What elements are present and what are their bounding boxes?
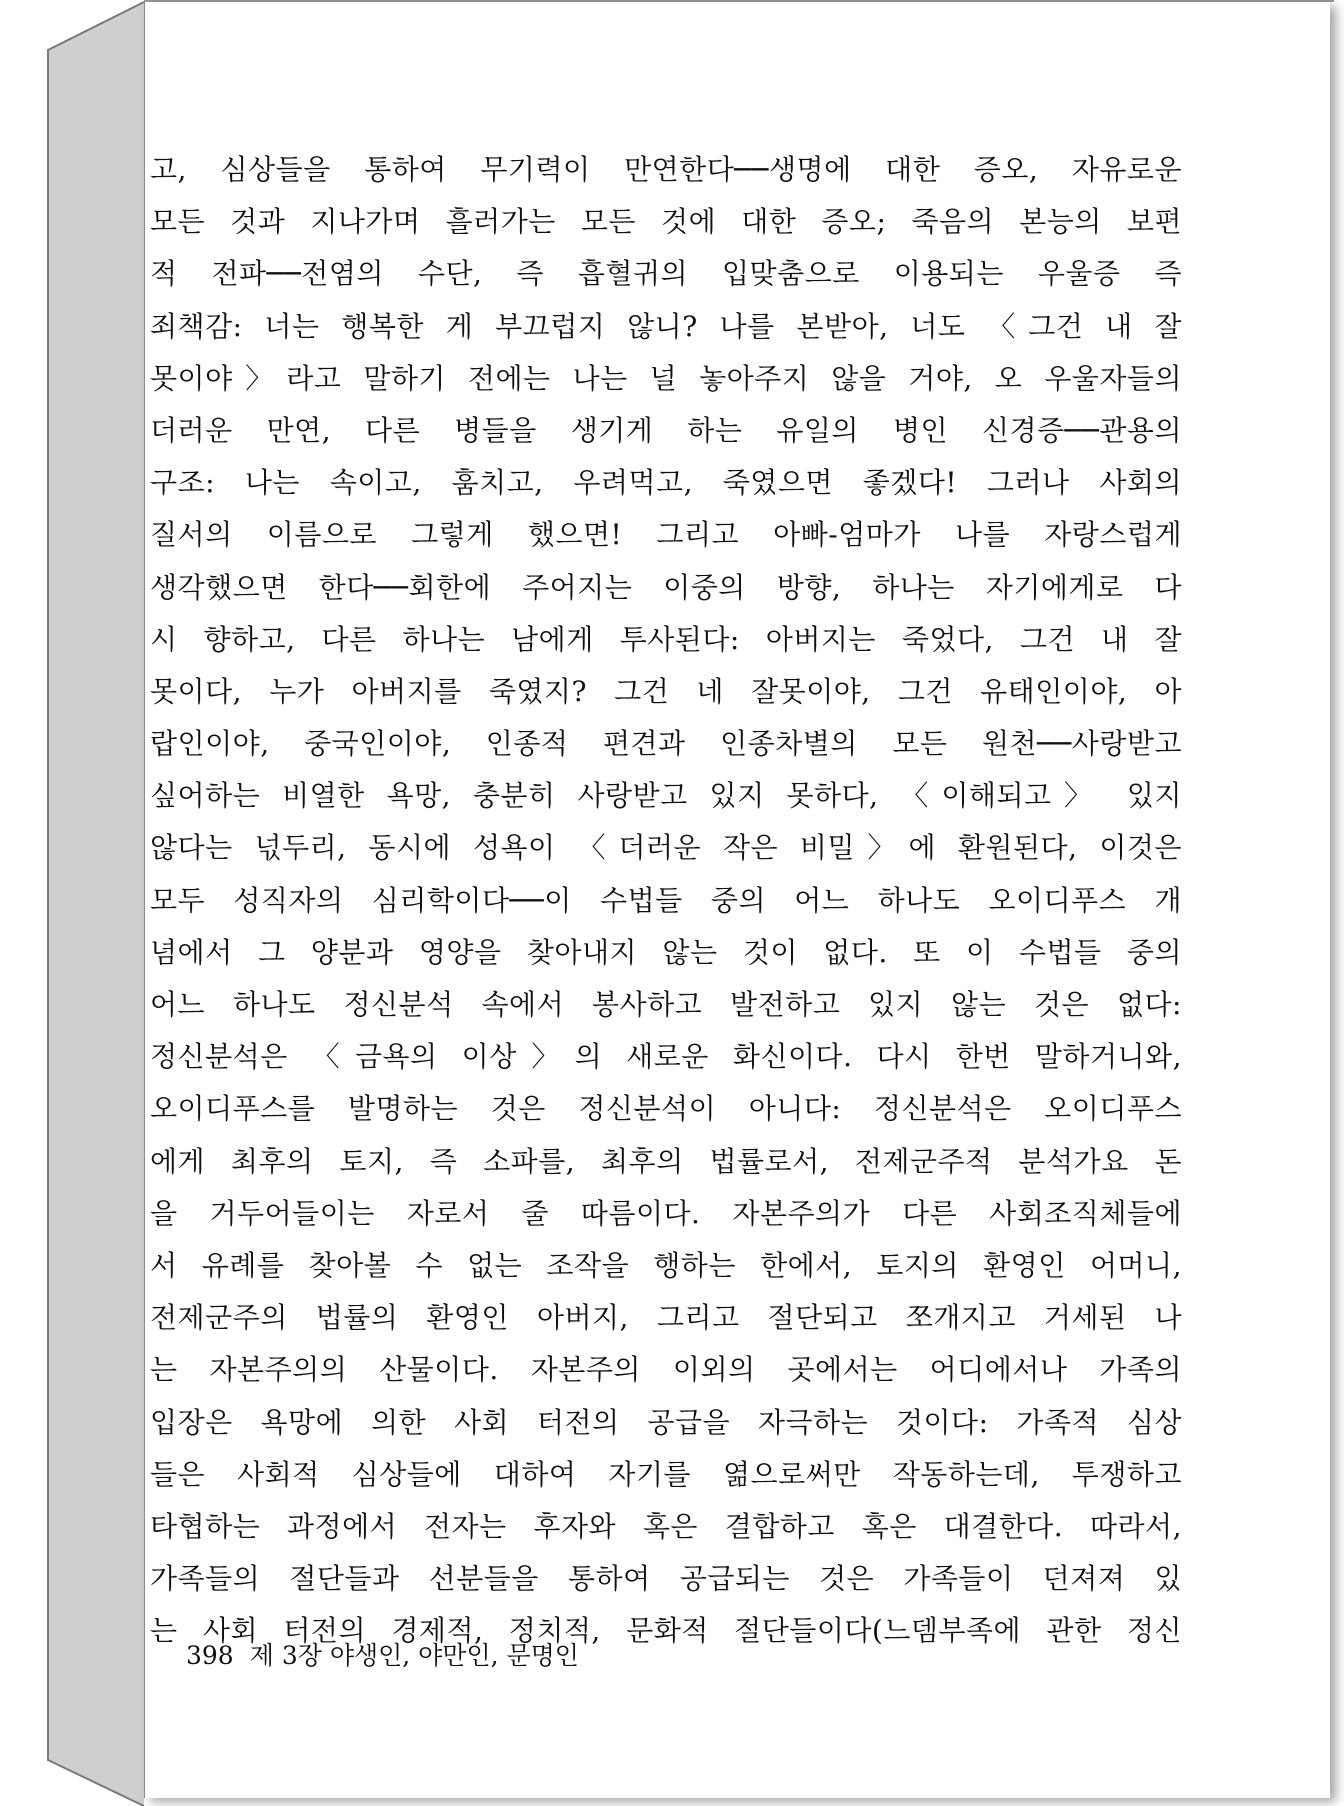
body-text-line: 못이다, 누가 아버지를 죽였지? 그건 네 잘못이야, 그건 유태인이야, 아 bbox=[150, 674, 1182, 708]
body-text-line: 더러운 만연, 다른 병들을 생기게 하는 유일의 병인 신경증──관용의 bbox=[150, 413, 1182, 447]
body-text-line: 죄책감: 너는 행복한 게 부끄럽지 않니? 나를 본받아, 너도 〈그건 내 잘 bbox=[150, 309, 1182, 343]
body-text-line: 않다는 넋두리, 동시에 성욕이 〈더러운 작은 비밀〉에 환원된다, 이것은 bbox=[150, 831, 1182, 865]
body-text-line: 들은 사회적 심상들에 대하여 자기를 엶으로써만 작동하는데, 투쟁하고 bbox=[150, 1457, 1182, 1491]
body-text-line: 모든 것과 지나가며 흘러가는 모든 것에 대한 증오; 죽음의 본능의 보편 bbox=[150, 205, 1182, 239]
body-text-line: 모두 성직자의 심리학이다──이 수법들 중의 어느 하나도 오이디푸스 개 bbox=[150, 883, 1182, 917]
body-text-line: 는 사회 터전의 경제적, 정치적, 문화적 절단들이다(느뎀부족에 관한 정신 bbox=[150, 1614, 1182, 1648]
body-text-line: 생각했으면 한다──회한에 주어지는 이중의 방향, 하나는 자기에게로 다 bbox=[150, 570, 1182, 604]
body-text-line: 서 유례를 찾아볼 수 없는 조작을 행하는 한에서, 토지의 환영인 어머니, bbox=[150, 1248, 1182, 1282]
body-text-line: 는 자본주의의 산물이다. 자본주의 이외의 곳에서는 어디에서나 가족의 bbox=[150, 1353, 1182, 1387]
page-footer bbox=[186, 1636, 579, 1672]
body-text-line: 못이야〉라고 말하기 전에는 나는 널 놓아주지 않을 거야, 오 우울자들의 bbox=[150, 361, 1182, 395]
book-spine-face bbox=[48, 2, 144, 1806]
body-text-line: 정신분석은 〈금욕의 이상〉의 새로운 화신이다. 다시 한번 말하거니와, bbox=[150, 1040, 1182, 1074]
body-text bbox=[150, 144, 1182, 1657]
body-text-line: 오이디푸스를 발명하는 것은 정신분석이 아니다: 정신분석은 오이디푸스 bbox=[150, 1092, 1182, 1126]
body-text-line: 타협하는 과정에서 전자는 후자와 혹은 결합하고 혹은 대결한다. 따라서, bbox=[150, 1509, 1182, 1543]
body-text-line: 을 거두어들이는 자로서 줄 따름이다. 자본주의가 다른 사회조직체들에 bbox=[150, 1196, 1182, 1230]
book-spine-shape bbox=[0, 0, 148, 1806]
body-text-line: 입장은 욕망에 의한 사회 터전의 공급을 자극하는 것이다: 가족적 심상 bbox=[150, 1405, 1182, 1439]
body-text-line: 구조: 나는 속이고, 훔치고, 우려먹고, 죽였으면 좋겠다! 그러나 사회의 bbox=[150, 466, 1182, 500]
book-spine bbox=[0, 0, 148, 1806]
body-text-line: 적 전파──전염의 수단, 즉 흡혈귀의 입맞춤으로 이용되는 우울증 즉 bbox=[150, 257, 1182, 291]
body-text-line: 랍인이야, 중국인이야, 인종적 편견과 인종차별의 모든 원천──사랑받고 bbox=[150, 727, 1182, 761]
body-text-line: 싶어하는 비열한 욕망, 충분히 사랑받고 있지 못하다, 〈이해되고〉 있지 bbox=[150, 779, 1182, 813]
body-text-line: 념에서 그 양분과 영양을 찾아내지 않는 것이 없다. 또 이 수법들 중의 bbox=[150, 935, 1182, 969]
body-text-line: 가족들의 절단들과 선분들을 통하여 공급되는 것은 가족들이 던져져 있 bbox=[150, 1562, 1182, 1596]
body-text-line: 어느 하나도 정신분석 속에서 봉사하고 발전하고 있지 않는 것은 없다: bbox=[150, 988, 1182, 1021]
running-head: 제 3장 야생인, 야만인, 문명인 bbox=[249, 1641, 579, 1670]
body-text-line: 질서의 이름으로 그렇게 했으면! 그리고 아빠-엄마가 나를 자랑스럽게 bbox=[150, 518, 1182, 552]
body-text-line: 고, 심상들을 통하여 무기력이 만연한다──생명에 대한 증오, 자유로운 bbox=[150, 153, 1182, 186]
body-text-line: 시 향하고, 다른 하나는 남에게 투사된다: 아버지는 죽었다, 그건 내 잘 bbox=[150, 622, 1182, 656]
body-text-line: 전제군주의 법률의 환영인 아버지, 그리고 절단되고 쪼개지고 거세된 나 bbox=[150, 1301, 1182, 1335]
page-number: 398 bbox=[186, 1641, 234, 1670]
body-text-line: 에게 최후의 토지, 즉 소파를, 최후의 법률로서, 전제군주적 분석가요 돈 bbox=[150, 1144, 1182, 1178]
